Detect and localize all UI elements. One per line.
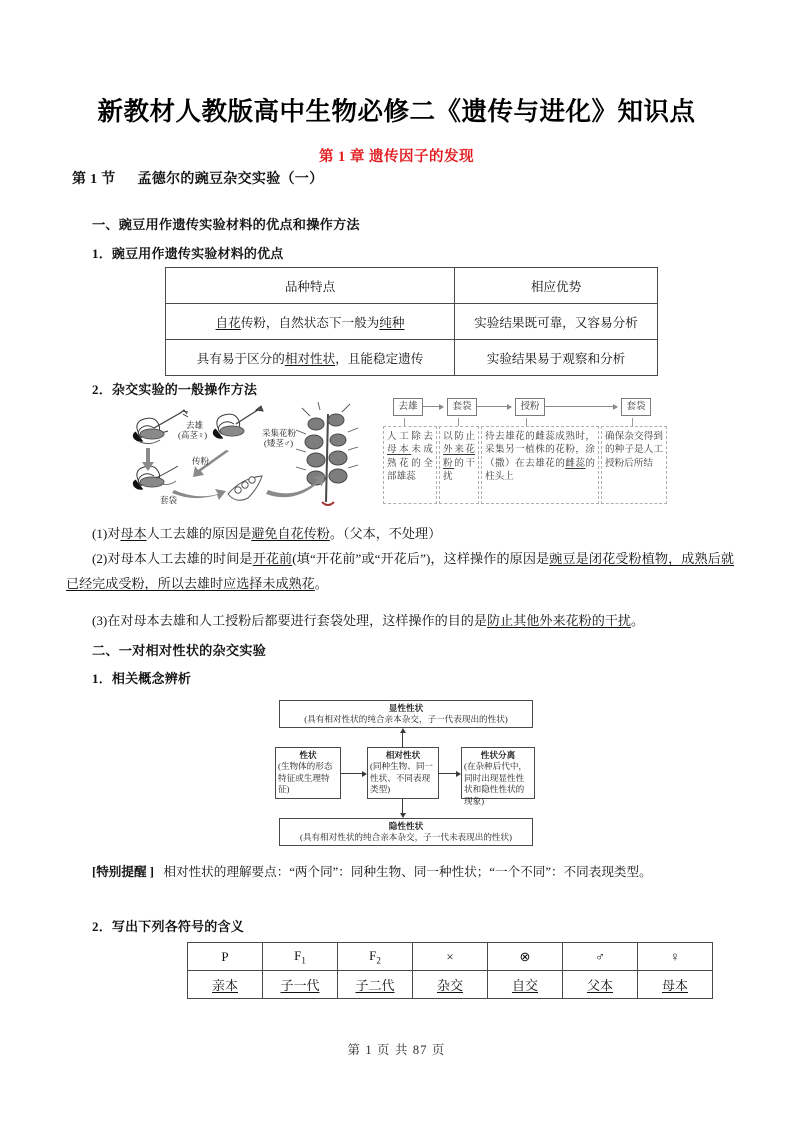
underline-text: 子二代 xyxy=(355,978,395,993)
cross-experiment-flowchart xyxy=(383,398,673,510)
heading-2-1: 1．相关概念辨析 xyxy=(92,671,192,686)
trait-concept-diagram xyxy=(273,700,533,848)
symbol-p: P xyxy=(188,943,263,971)
label-collect-pollen: 采集花粉 xyxy=(262,428,297,438)
question-number: (3) xyxy=(92,613,108,628)
underline-answer: 母本 xyxy=(120,526,147,541)
concept-desc-segregation: (在杂种后代中，同时出现显性性状和隐性性状的现象) xyxy=(464,761,528,806)
flow-desc-1-text: 未成熟花的全部雄蕊 xyxy=(387,444,434,482)
question-text: 人工去雄的原因是 xyxy=(146,526,252,541)
concept-box-trait xyxy=(275,747,341,799)
flow-step-3-label: 授粉 xyxy=(515,398,545,416)
symbol-f2: $F_2$ xyxy=(338,943,413,971)
concept-box-relative-trait xyxy=(367,747,439,799)
question-number: (1) xyxy=(92,526,108,541)
cell-text: 传粉，自然状态下一般为 xyxy=(240,316,380,330)
meaning-self xyxy=(488,971,563,999)
label-emasculate: 去雄 xyxy=(186,420,204,430)
page-title: 新教材人教版高中生物必修二《遗传与进化》知识点 xyxy=(97,97,696,126)
flow-arrow-3 xyxy=(545,406,617,407)
symbol-f1: $F_1$ xyxy=(263,943,338,971)
meaning-f1 xyxy=(263,971,338,999)
flow-step-2-label: 套袋 xyxy=(447,398,477,416)
flow-desc-2-text: 以防止 xyxy=(443,431,475,442)
chapter-heading: 第 1 章 遗传因子的发现 xyxy=(318,149,475,165)
underline-answer: 开花前 xyxy=(252,551,293,566)
underline-text: 母本 xyxy=(661,978,688,993)
cell-feature xyxy=(166,304,455,340)
flow-desc-2-text: 的干扰 xyxy=(443,457,475,482)
concept-box-segregation xyxy=(461,747,535,806)
label-pollinate: 传粉 xyxy=(192,456,210,466)
table-row xyxy=(166,304,658,340)
symbol-male: ♂ xyxy=(563,943,638,971)
heading-2-2: 2．写出下列各符号的含义 xyxy=(92,919,244,934)
concept-title-relative-trait: 相对性状 xyxy=(385,750,421,760)
page-footer: 第 1 页 共 87 页 xyxy=(347,1043,446,1057)
underline-text: 自花 xyxy=(215,316,241,330)
question-text: 对 xyxy=(107,526,121,541)
flow-stem-2 xyxy=(458,418,459,426)
heading-1-1: 1．豌豆用作遗传实验材料的优点 xyxy=(92,246,284,261)
concept-desc-dominant: (具有相对性状的纯合亲本杂交，子一代表现出的性状) xyxy=(304,714,508,725)
arrow-to-dominant xyxy=(402,733,403,747)
question-text: 。（父本，不处理） xyxy=(329,526,442,541)
symbol-female: ♀ xyxy=(638,943,713,971)
heading-part-two: 二、一对相对性状的杂交实验 xyxy=(92,643,267,658)
special-reminder-text: 相对性状的理解要点：“两个同”：同种生物、同一种性状；“一个不同”：不同表现类型。 xyxy=(163,865,652,879)
concept-title-segregation: 性状分离 xyxy=(480,750,516,760)
special-reminder xyxy=(66,860,734,885)
flow-stem-1 xyxy=(404,418,405,426)
heading-part-one: 一、豌豆用作遗传实验材料的优点和操作方法 xyxy=(92,217,360,232)
underline-text: 相对性状 xyxy=(284,352,336,366)
label-bagging: 套袋 xyxy=(160,495,178,505)
underline-text: 雌蕊 xyxy=(565,457,586,469)
question-3 xyxy=(66,608,734,633)
flow-desc-1 xyxy=(383,426,437,504)
meaning-female xyxy=(638,971,713,999)
special-reminder-label: [特别提醒 ] xyxy=(92,865,154,879)
underline-answer: 豌豆是闭花受粉植物，成熟后就已经完成受粉，所以去雄时应选择未成熟花 xyxy=(66,551,735,591)
meaning-f2 xyxy=(338,971,413,999)
section-number: 第 1 节 xyxy=(72,172,116,187)
meaning-row xyxy=(188,971,713,999)
heading-1-2: 2．杂交实验的一般操作方法 xyxy=(92,382,258,397)
question-number: (2) xyxy=(92,551,108,566)
cell-feature xyxy=(166,340,455,376)
flow-desc-2 xyxy=(439,426,479,504)
section-name: 孟德尔的豌豆杂交实验（一） xyxy=(137,172,324,187)
underline-text: 亲本 xyxy=(211,978,238,993)
arrow-to-recessive xyxy=(402,799,403,813)
cell-text: 具有易于区分的 xyxy=(196,352,285,366)
concept-title-trait: 性状 xyxy=(299,750,317,760)
concept-box-recessive xyxy=(279,818,533,846)
symbol-self: ⊗ xyxy=(488,943,563,971)
meaning-male xyxy=(563,971,638,999)
concept-box-dominant xyxy=(279,700,533,728)
underline-text: 父本 xyxy=(586,978,613,993)
flow-desc-1-text: 人工除去 xyxy=(387,431,433,442)
underline-text: 自交 xyxy=(511,978,538,993)
flowchart-step-boxes xyxy=(383,398,673,418)
advantage-table xyxy=(165,267,658,376)
header-benefit: 相应优势 xyxy=(455,268,658,304)
concept-title-recessive: 隐性性状 xyxy=(388,821,424,831)
meaning-cross xyxy=(413,971,488,999)
label-collect-pollen-sub: (矮茎♂) xyxy=(264,438,294,448)
flow-desc-3-text: 的柱头上 xyxy=(485,457,596,482)
arrow-relative-to-segregation xyxy=(439,773,456,774)
label-emasculate-sub: (高茎♀) xyxy=(178,430,208,440)
question-text: (填“开花前”或“开花后”)，这样操作的原因是 xyxy=(292,551,550,566)
underline-text: 子一代 xyxy=(280,978,320,993)
table-header-row xyxy=(166,268,658,304)
underline-text: 母本 xyxy=(387,444,412,456)
flow-stem-4 xyxy=(632,418,633,426)
flowchart-descriptions xyxy=(383,426,673,508)
underline-answer: 防止其他外来花粉的干扰 xyxy=(487,613,632,628)
concept-desc-trait: (生物体的形态特征或生理特征) xyxy=(278,761,333,795)
flow-desc-3 xyxy=(481,426,599,504)
question-text: 在对母本去雄和人工授粉后都要进行套袋处理，这样操作的目的是 xyxy=(107,613,487,628)
concept-desc-recessive: (具有相对性状的纯合亲本杂交，子一代未表现出的性状) xyxy=(300,832,512,843)
question-1 xyxy=(66,521,734,546)
question-2 xyxy=(66,546,734,596)
header-feature: 品种特点 xyxy=(166,268,455,304)
underline-text: 外来花粉 xyxy=(443,444,475,469)
cell-benefit: 实验结果易于观察和分析 xyxy=(455,340,658,376)
flow-desc-4 xyxy=(601,426,667,504)
underline-answer: 避免自花传粉 xyxy=(251,526,330,541)
meaning-p xyxy=(188,971,263,999)
cell-text: ，且能稳定遗传 xyxy=(335,352,424,366)
flow-desc-3-text: 待去雄花的雌蕊成熟时，采集另一植株的花粉，涂（撒）在去雄花的 xyxy=(485,431,595,469)
flow-stem-3 xyxy=(526,418,527,426)
concept-desc-relative-trait: (同种生物、同一性状、不同表现类型) xyxy=(370,761,434,795)
question-text: 。 xyxy=(314,576,328,591)
flow-arrow-1 xyxy=(423,406,443,407)
section-heading xyxy=(72,168,323,188)
arrow-trait-to-relative xyxy=(341,773,362,774)
symbol-row xyxy=(188,943,713,971)
pea-cross-pollination-illustration xyxy=(130,398,368,510)
concept-title-dominant: 显性性状 xyxy=(388,703,424,713)
flow-step-1-label: 去雄 xyxy=(393,398,423,416)
symbol-cross: × xyxy=(413,943,488,971)
underline-text: 杂交 xyxy=(436,978,463,993)
flow-step-4-label: 套袋 xyxy=(621,398,651,416)
flow-desc-4-text: 确保杂交得到的种子是人工授粉后所结 xyxy=(605,431,663,469)
underline-text: 纯种 xyxy=(379,316,405,330)
table-row xyxy=(166,340,658,376)
cell-benefit: 实验结果既可靠，又容易分析 xyxy=(455,304,658,340)
question-text: 。 xyxy=(631,613,645,628)
question-text: 对母本人工去雄的时间是 xyxy=(107,551,253,566)
flow-arrow-2 xyxy=(477,406,511,407)
symbol-meaning-table xyxy=(187,942,713,999)
